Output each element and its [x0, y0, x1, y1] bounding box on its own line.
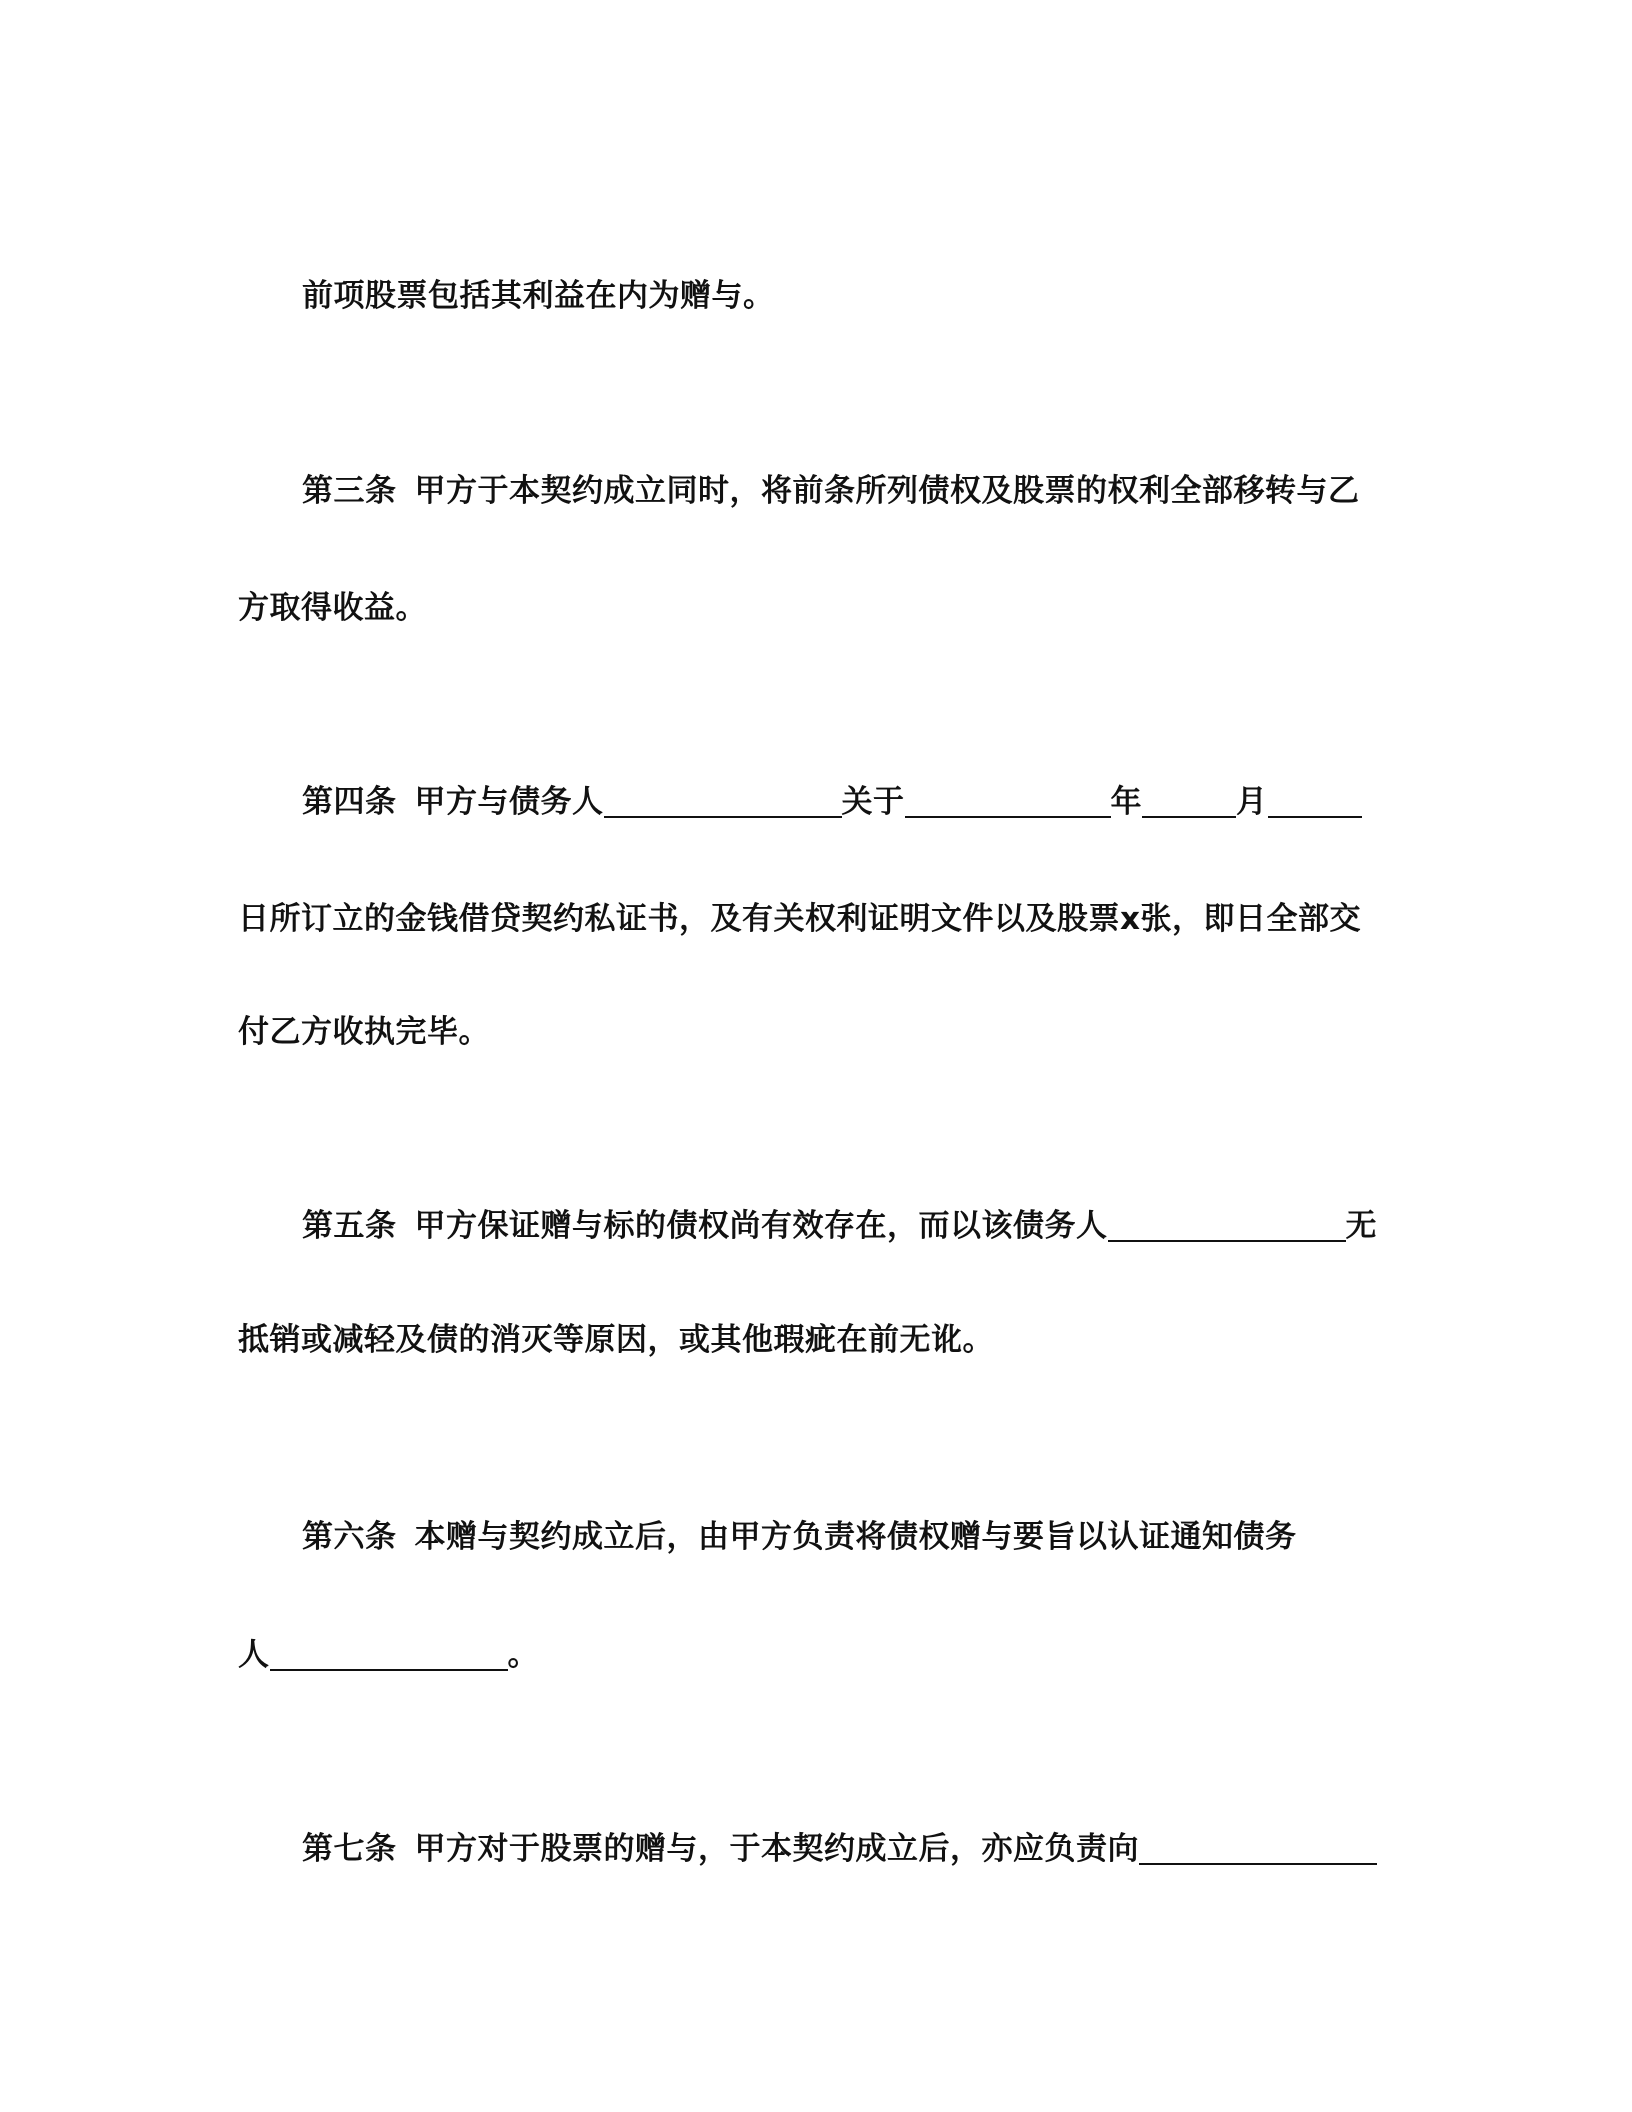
- article-text: 抵销或减轻及债的消灭等原因，或其他瑕疵在前无讹。: [238, 1322, 994, 1358]
- article-text: 年: [1110, 784, 1142, 820]
- article-text: 日所订立的金钱借贷契约私证书，及有关权利证明文件以及股票x张，即日全部交: [238, 901, 1361, 937]
- article-text: 。: [507, 1637, 539, 1673]
- day-blank[interactable]: [1268, 786, 1362, 818]
- article-text: 甲方对于股票的赠与，于本契约成立后，亦应负责向: [414, 1831, 1139, 1867]
- debtor-blank[interactable]: [604, 786, 842, 818]
- article-text: 月: [1236, 784, 1268, 820]
- article-4-line-1: [302, 782, 1362, 822]
- article-text: 关于: [841, 784, 905, 820]
- article-label: 第七条: [302, 1831, 397, 1867]
- article-text: 无: [1345, 1208, 1377, 1244]
- article-text: 付乙方收执完毕。: [238, 1014, 490, 1050]
- article-4-line-3: [238, 1012, 490, 1052]
- article-3-line-2: [238, 588, 427, 628]
- article-text: 甲方保证赠与标的债权尚有效存在，而以该债务人: [414, 1208, 1108, 1244]
- article-3-line-1: [302, 471, 1360, 511]
- debtor-blank[interactable]: [270, 1639, 508, 1671]
- recipient-blank[interactable]: [1139, 1833, 1377, 1865]
- article-6-line-1: [302, 1517, 1297, 1557]
- paragraph-stock-gift: [302, 276, 775, 316]
- article-label: 第五条: [302, 1208, 397, 1244]
- article-label: 第四条: [302, 784, 397, 820]
- article-label: 第三条: [302, 473, 397, 509]
- article-text: 甲方与债务人: [414, 784, 604, 820]
- article-text: 人: [238, 1637, 270, 1673]
- article-5-line-1: [302, 1206, 1377, 1246]
- month-blank[interactable]: [1142, 786, 1236, 818]
- debtor-blank[interactable]: [1108, 1210, 1346, 1242]
- article-6-line-2: [238, 1635, 539, 1675]
- article-5-line-2: [238, 1320, 994, 1360]
- article-7-line-1: [302, 1829, 1377, 1869]
- article-text: 本赠与契约成立后，由甲方负责将债权赠与要旨以认证通知债务: [414, 1519, 1297, 1555]
- paragraph-text: 前项股票包括其利益在内为赠与。: [302, 278, 775, 314]
- subject-blank[interactable]: [905, 786, 1111, 818]
- article-text: 甲方于本契约成立同时，将前条所列债权及股票的权利全部移转与乙: [414, 473, 1360, 509]
- article-4-line-2: [238, 899, 1361, 939]
- article-text: 方取得收益。: [238, 590, 427, 626]
- article-label: 第六条: [302, 1519, 397, 1555]
